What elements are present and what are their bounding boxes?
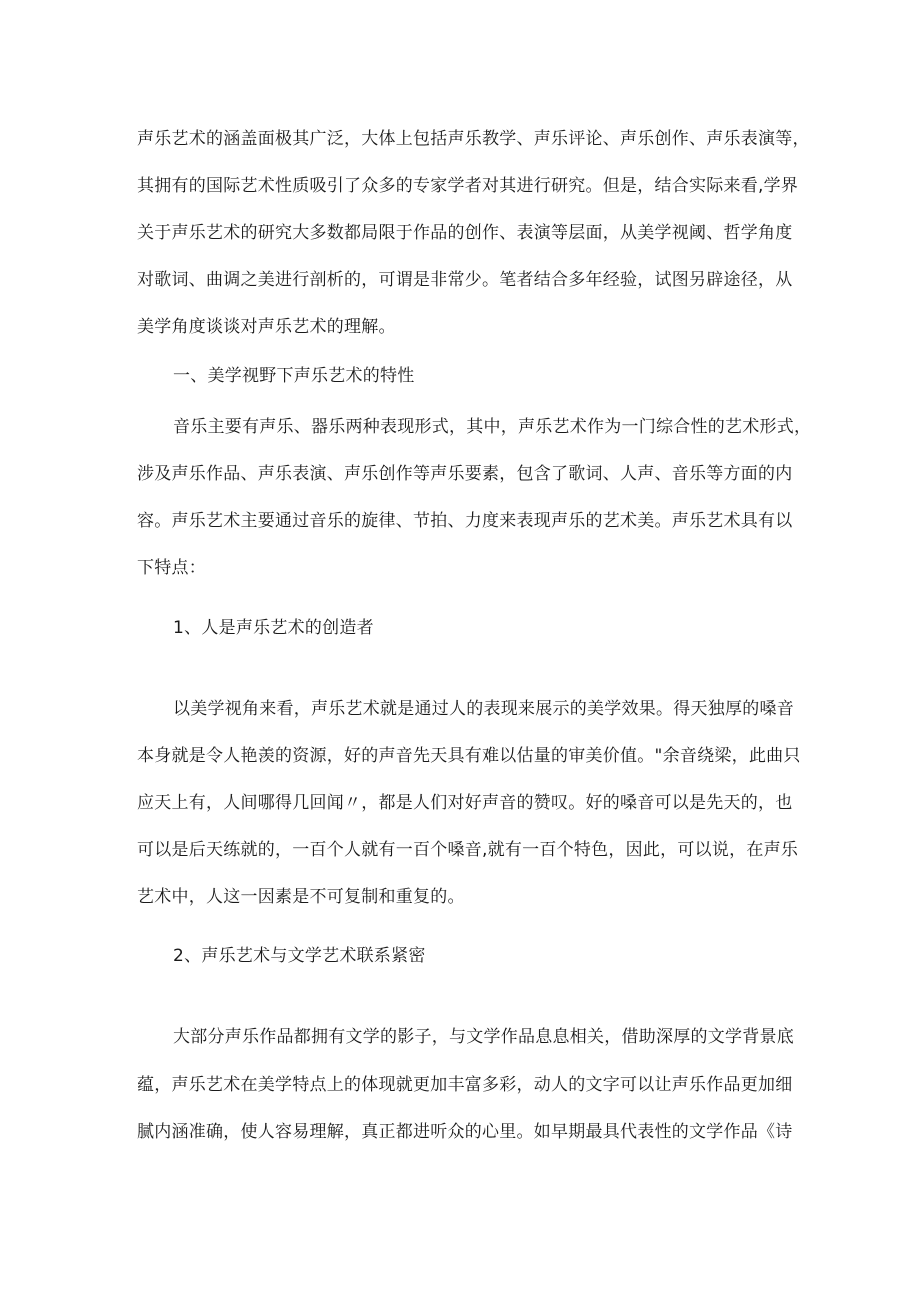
paragraph-1-line-3: 关于声乐艺术的研究大多数都局限于作品的创作、表演等层面，从美学视阈、哲学角度 [137, 223, 793, 243]
paragraph-4-line-3: 腻内涵准确，使人容易理解，真正都进听众的心里。如早期最具代表性的文学作品《诗 [137, 1122, 793, 1142]
paragraph-1-line-1: 声乐艺术的涵盖面极其广泛，大体上包括声乐教学、声乐评论、声乐创作、声乐表演等， [137, 129, 810, 149]
section-heading: 一、美学视野下声乐艺术的特性 [173, 366, 415, 386]
subheading-1: 1、人是声乐艺术的创造者 [173, 618, 374, 638]
paragraph-3-line-4: 可以是后天练就的，一百个人就有一百个嗓音,就有一百个特色，因此，可以说，在声乐 [137, 840, 799, 860]
paragraph-1-line-4: 对歌词、曲调之美进行剖析的，可谓是非常少。笔者结合多年经验，试图另辟途径，从 [137, 270, 793, 290]
paragraph-2-line-4: 下特点： [137, 558, 206, 578]
paragraph-2-line-3: 容。声乐艺术主要通过音乐的旋律、节拍、力度来表现声乐的艺术美。声乐艺术具有以 [137, 511, 793, 531]
paragraph-4-line-1: 大部分声乐作品都拥有文学的影子，与文学作品息息相关，借助深厚的文学背景底 [173, 1027, 794, 1047]
paragraph-1-line-5: 美学角度谈谈对声乐艺术的理解。 [137, 317, 396, 337]
paragraph-1-line-2: 其拥有的国际艺术性质吸引了众多的专家学者对其进行研究。但是，结合实际来看,学界 [137, 176, 799, 196]
paragraph-2-line-2: 涉及声乐作品、声乐表演、声乐创作等声乐要素，包含了歌词、人声、音乐等方面的内 [137, 464, 793, 484]
paragraph-4-line-2: 蕴，声乐艺术在美学特点上的体现就更加丰富多彩，动人的文字可以让声乐作品更加细 [137, 1075, 793, 1095]
paragraph-2-line-1: 音乐主要有声乐、器乐两种表现形式，其中，声乐艺术作为一门综合性的艺术形式， [173, 417, 812, 437]
paragraph-3-line-5: 艺术中，人这一因素是不可复制和重复的。 [137, 887, 465, 907]
subheading-2: 2、声乐艺术与文学艺术联系紧密 [173, 946, 426, 966]
paragraph-3-line-3: 应天上有，人间哪得几回闻〃，都是人们对好声音的赞叹。好的嗓音可以是先天的，也 [137, 793, 793, 813]
paragraph-3-line-1: 以美学视角来看，声乐艺术就是通过人的表现来展示的美学效果。得天独厚的嗓音 [173, 699, 794, 719]
paragraph-3-line-2: 本身就是令人艳羡的资源，好的声音先天具有难以估量的审美价值。"余音绕梁，此曲只 [137, 746, 801, 766]
